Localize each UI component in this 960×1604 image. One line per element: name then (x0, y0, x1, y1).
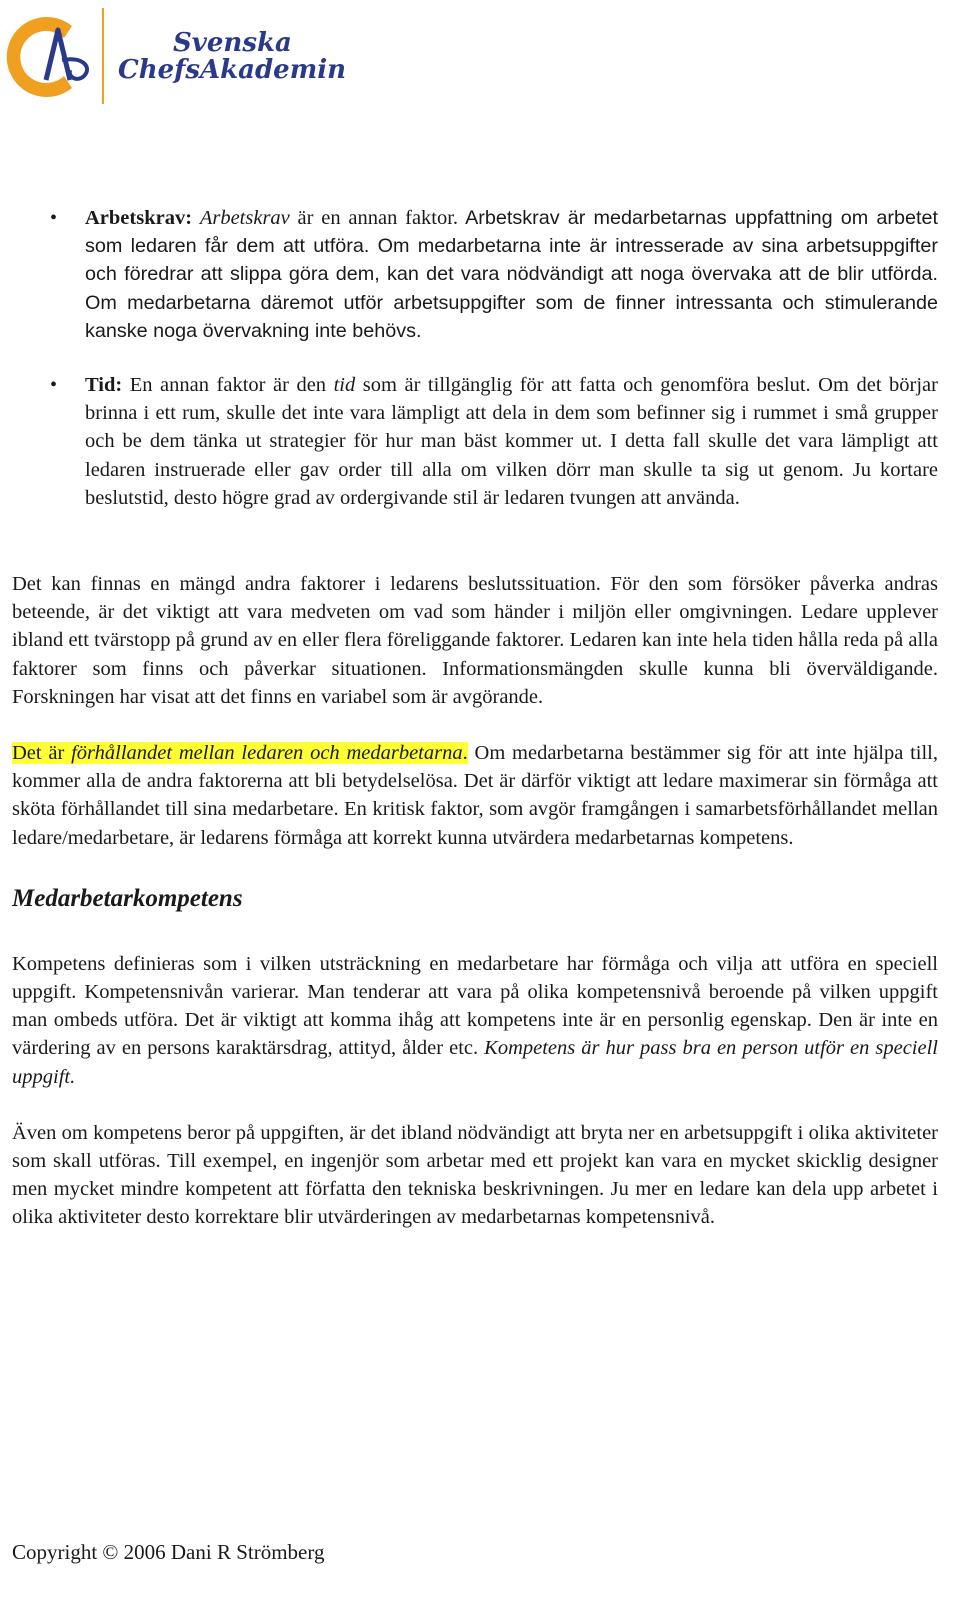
highlight-italic: förhållandet mellan ledaren och medarbetarna (71, 742, 463, 765)
highlighted-text (12, 742, 468, 764)
section-heading: Medarbetarkompetens (12, 884, 243, 912)
paragraph-relationship (12, 739, 938, 852)
copyright-footer: Copyright © 2006 Dani R Strömberg (12, 1540, 325, 1564)
bullet-term: tid (333, 374, 356, 397)
bullet-text: En annan faktor är den (122, 374, 334, 397)
highlight-post: . (462, 742, 468, 765)
bullet-tid (12, 371, 938, 512)
logo-mark-icon (6, 4, 116, 108)
document-body (12, 204, 938, 1232)
paragraph-text: Kompetens definieras som i vilken utsträckning en medarbetare har förmåga och vilja att utföra en speciell uppgift. Kompetensnivån varierar. Man tenderar att vara på olika kompetensnivå beroende på vilken uppgift man ombeds utföra. Det är viktigt att komma ihåg att kompetens inte är en personlig egenskap. Den är inte en värdering av en persons karaktärsdrag, attityd, ålder etc. (12, 952, 938, 1060)
bullet-label: Arbetskrav: (85, 207, 193, 229)
bullet-arbetskrav (12, 204, 938, 345)
logo-line2: ChefsAkademin (118, 55, 347, 85)
paragraph-italic: Kompetens är hur pass bra en person utför en speciell uppgift. (12, 1037, 938, 1088)
bullet-term: Arbetskrav (199, 207, 290, 229)
bullet-text: som är tillgänglig för att fatta och genomföra beslut. Om det börjar brinna i ett rum, skulle det inte vara lämpligt att dela in dem som befinner sig i rummet i små grupper och be dem tänka ut strategier för hur man bäst kommer ut. I detta fall skulle det vara lämpligt att ledaren instruerade eller gav order till alla om vilken dörr man skulle ta sig ut genom. Ju kortare beslutstid, desto högre grad av ordergivande stil är ledaren tvungen att använda. (85, 374, 938, 509)
bullet-text: är en annan faktor. (289, 207, 459, 229)
logo-line1: Svenska (173, 28, 292, 58)
bullet-label: Tid: (85, 374, 123, 397)
bullet-text-sans: Arbetskrav är medarbetarnas uppfattning om arbetet som ledaren får dem att utföra. Om medarbetarna inte är intresserade av sina arbetsuppgifter och föredrar att slippa göra dem, kan det vara nödvändigt att noga övervaka att de blir utförda. Om medarbetarna däremot utför arbetsuppgifter som de finner intressanta och stimulerande kanske noga övervakning inte behövs. (85, 207, 938, 342)
paragraph-rest: Om medarbetarna bestämmer sig för att inte hjälpa till, kommer alla de andra faktorerna att bli betydelselösa. Det är därför viktigt att ledare maximerar sin förmåga att sköta förhållandet till sina medarbetare. En kritisk faktor, som avgör framgången i samarbetsförhållandet mellan ledare/medarbetare, är ledarens förmåga att korrekt kunna utvärdera medarbetarnas kompetens. (12, 742, 939, 849)
highlight-pre: Det är (12, 742, 72, 765)
logo (6, 4, 386, 108)
paragraph-definition (12, 950, 938, 1091)
paragraph-factors: Det kan finnas en mängd andra faktorer i ledarens beslutssituation. För den som försöker påverka andras beteende, är det viktigt att vara medveten om vad som händer i miljön eller omgivningen. Ledare upplever ibland ett tvärstopp på grund av en eller flera föreliggande faktorer. Ledaren kan inte hela tiden hålla reda på alla faktorer som finns och påverkar situationen. Informationsmängden skulle kunna bli överväldigande. Forskningen har visat att det finns en variabel som är avgörande. (12, 573, 938, 708)
factor-list (12, 204, 938, 512)
paragraph-tasks: Även om kompetens beror på uppgiften, är det ibland nödvändigt att bryta ner en arbetsuppgift i olika aktiviteter som skall utföras. Till exempel, en ingenjör som arbetar med ett projekt kan vara en mycket skicklig designer men mycket mindre kompetent att författa den tekniska beskrivningen. Ju mer en ledare kan dela upp arbetet i olika aktiviteter desto korrektare blir utvärderingen av medarbetarnas kompetensnivå. (12, 1121, 938, 1229)
